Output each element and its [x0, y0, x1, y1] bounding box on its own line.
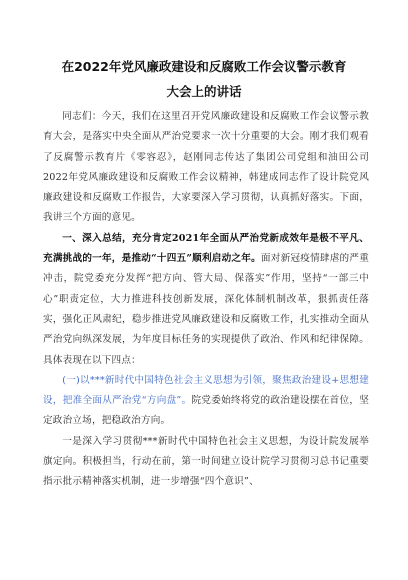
subsection-heading: (一)以***新时代中国特色社会主义思想为引领，聚焦政治建设+思想建设，把准全面从严治党“方向盘”。	[43, 374, 369, 407]
paragraph-text: 一是深入学习贯彻***新时代中国特色社会主义思想，为设计院发展举旗定向。积极担当，行动在前，第一时间建立设计院学习贯彻习总书记重要指示批示精神落实机制，进一步增强“四个意识”、	[43, 435, 369, 488]
paragraph-text: 面对新冠疫情肆虐的严重冲击，院党委充分发挥“把方向、管大局、保落实”作用，坚持“一部三中心”职责定位，大力推进科技创新发展，深化体制机制改革，狠抓责任落实，强化正风肃纪，稳步推进党风廉政建设和反腐败工作，扎实推动全面从严治党向纵深发展，为年度目标任务的实现提供了政治、作风和纪律保障。具体表现在以下四点：	[43, 253, 370, 366]
paragraph-opening	[43, 107, 369, 229]
document-title-line-1: 在2022年党风廉政建设和反腐败工作会议警示教育	[61, 59, 347, 74]
paragraph-text: 同志们：今天，我们在这里召开党风廉政建设和反腐败工作会议警示教育大会，是落实中央全面从严治党要求一次十分重要的大会。刚才我们观看了反腐警示教育片《零容忍》，赵刚同志传达了集团公司党组和油田公司2022年党风廉政建设和反腐败工作会议精神，韩建成同志作了设计院党风廉政建设和反腐败工作报告，大家要深入学习贯彻，认真抓好落实。下面，我讲三个方面的意见。	[43, 111, 369, 224]
paragraph-text: 院党委始终将党的政治建设摆在首位，坚定政治立场，把稳政治方向。	[43, 395, 369, 427]
paragraph-point-one	[43, 432, 369, 493]
paragraph-section-one	[43, 229, 369, 371]
paragraph-subsection-one	[43, 371, 369, 432]
document-title-line-2: 大会上的讲话	[166, 84, 242, 99]
section-heading: 一、深入总结，充分肯定2021年全面从严治党新成效年是极不平凡、充满挑战的一年，是推动“十四五”顺利启动之年。	[43, 232, 369, 265]
document-body	[43, 107, 369, 493]
